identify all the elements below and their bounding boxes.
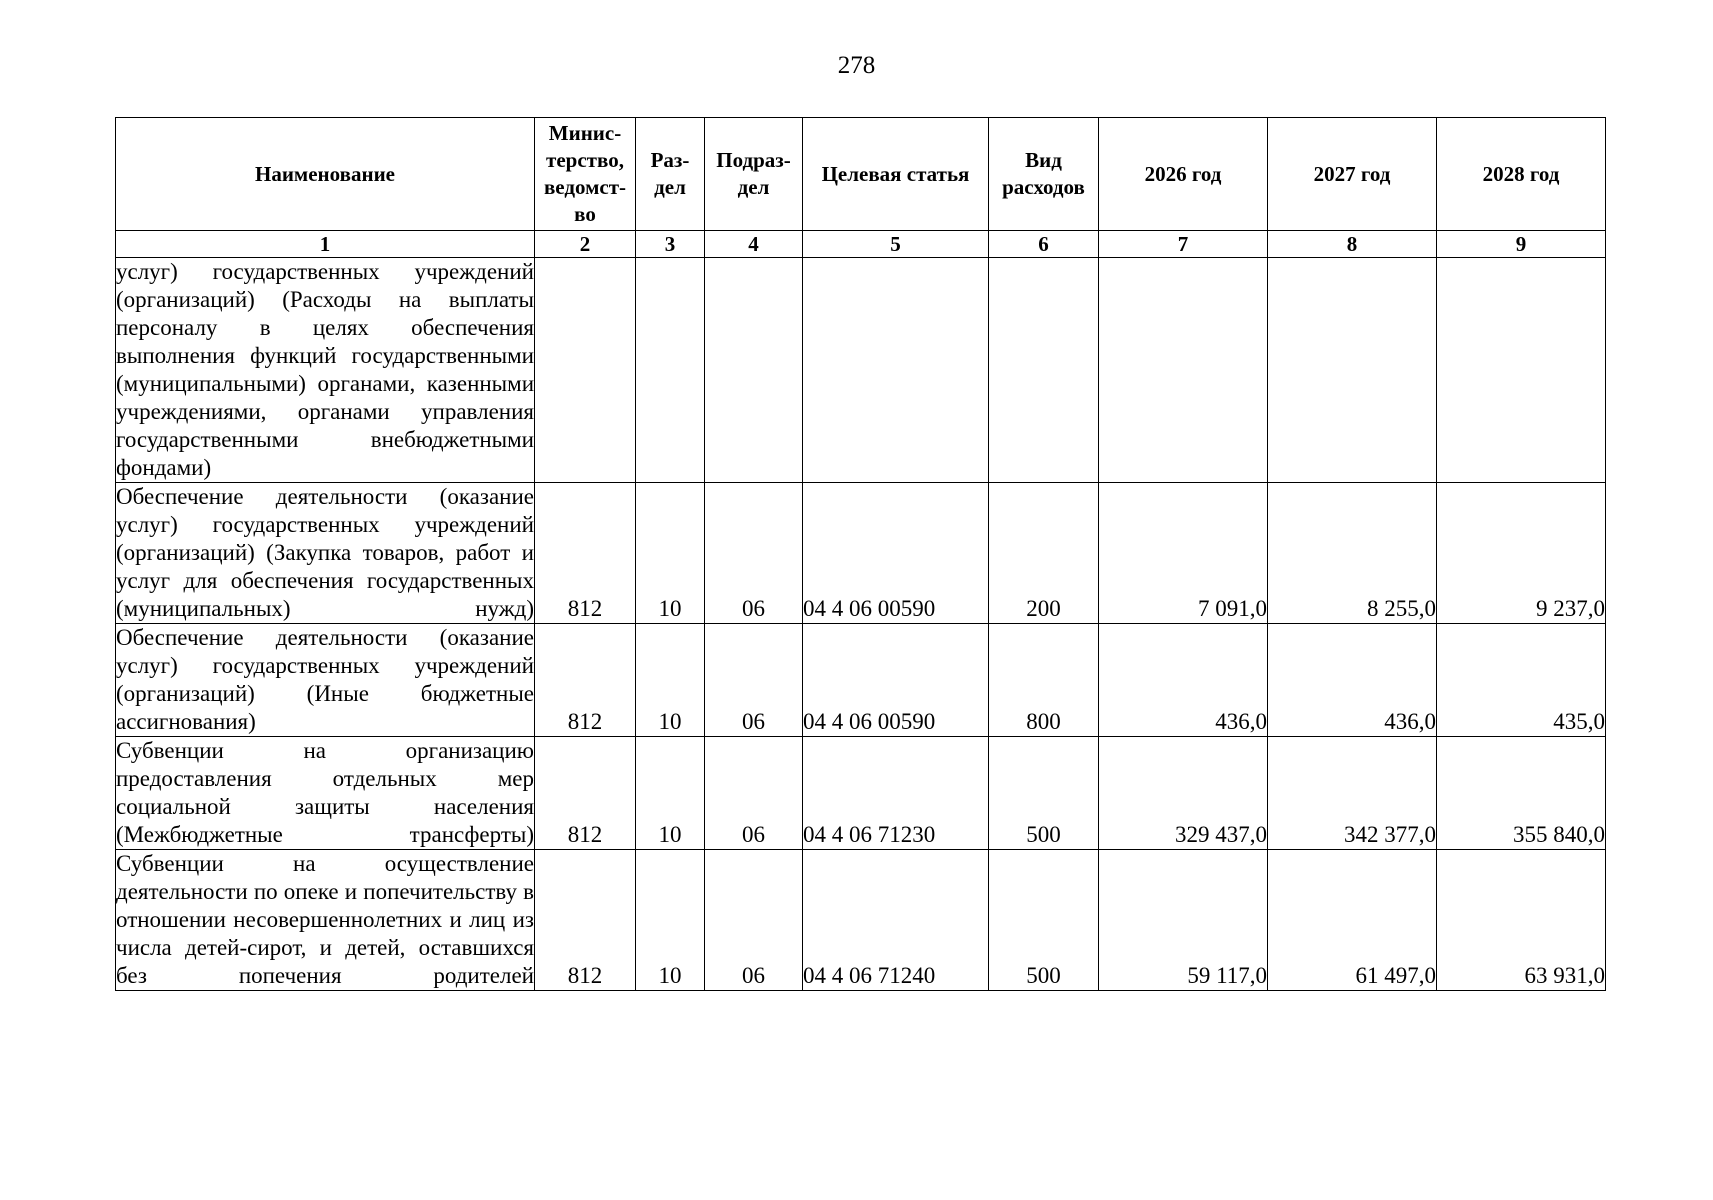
table-row [116,624,1606,737]
row-name: Обеспечение деятельности (оказание услуг) государственных учреждений (организаций) (Иные бюджетные ассигнования) [116,624,535,737]
column-number: 2 [535,231,636,258]
table-row [116,850,1606,991]
row-target-article: 04 4 06 00590 [803,624,989,737]
header-name: Наименование [116,118,535,231]
row-expense-kind [989,258,1099,483]
column-number: 7 [1099,231,1268,258]
row-2027: 61 497,0 [1268,850,1437,991]
row-section: 10 [636,850,705,991]
row-subsection: 06 [705,483,803,624]
header-2026: 2026 год [1099,118,1268,231]
header-row [116,118,1606,231]
table-row [116,483,1606,624]
row-2027: 436,0 [1268,624,1437,737]
row-name: Субвенции на осуществление деятельности по опеке и попечительству в отношении несовершеннолетних и лиц из числа детей-сирот, и детей, оставшихся без попечения родителей [116,850,535,991]
row-subsection: 06 [705,624,803,737]
row-name: услуг) государственных учреждений (организаций) (Расходы на выплаты персоналу в целях обеспечения выполнения функций государственными (муниципальными) органами, казенными учреждениями, органами управления государственными внебюджетными фондами) [116,258,535,483]
column-number-row [116,231,1606,258]
row-subsection [705,258,803,483]
row-2027 [1268,258,1437,483]
row-name: Обеспечение деятельности (оказание услуг) государственных учреждений (организаций) (Закупка товаров, работ и услуг для обеспечения государственных (муниципальных) нужд) [116,483,535,624]
row-ministry [535,258,636,483]
row-expense-kind: 800 [989,624,1099,737]
table-row [116,737,1606,850]
header-2027: 2027 год [1268,118,1437,231]
row-2028: 9 237,0 [1437,483,1606,624]
row-2028: 63 931,0 [1437,850,1606,991]
row-expense-kind: 500 [989,850,1099,991]
header-subsection: Подраз-дел [705,118,803,231]
row-target-article [803,258,989,483]
header-expense-kind: Вид расходов [989,118,1099,231]
row-target-article: 04 4 06 00590 [803,483,989,624]
header-2028: 2028 год [1437,118,1606,231]
row-2026: 7 091,0 [1099,483,1268,624]
header-section: Раз-дел [636,118,705,231]
row-2028: 435,0 [1437,624,1606,737]
row-2026: 59 117,0 [1099,850,1268,991]
row-subsection: 06 [705,737,803,850]
row-section: 10 [636,483,705,624]
row-ministry: 812 [535,737,636,850]
row-2026: 436,0 [1099,624,1268,737]
row-target-article: 04 4 06 71240 [803,850,989,991]
row-expense-kind: 500 [989,737,1099,850]
budget-table [115,117,1606,991]
row-name: Субвенции на организацию предоставления отдельных мер социальной защиты населения (Межбюджетные трансферты) [116,737,535,850]
column-number: 5 [803,231,989,258]
column-number: 1 [116,231,535,258]
row-2027: 342 377,0 [1268,737,1437,850]
column-number: 6 [989,231,1099,258]
row-2026: 329 437,0 [1099,737,1268,850]
row-2028: 355 840,0 [1437,737,1606,850]
row-ministry: 812 [535,483,636,624]
column-number: 9 [1437,231,1606,258]
row-2026 [1099,258,1268,483]
row-section: 10 [636,737,705,850]
page-number: 278 [837,52,876,79]
column-number: 3 [636,231,705,258]
row-subsection: 06 [705,850,803,991]
row-target-article: 04 4 06 71230 [803,737,989,850]
header-target-article: Целевая статья [803,118,989,231]
row-2028 [1437,258,1606,483]
header-ministry: Минис-терство, ведомст-во [535,118,636,231]
row-section [636,258,705,483]
table-row [116,258,1606,483]
row-expense-kind: 200 [989,483,1099,624]
column-number: 4 [705,231,803,258]
row-ministry: 812 [535,850,636,991]
row-ministry: 812 [535,624,636,737]
column-number: 8 [1268,231,1437,258]
row-section: 10 [636,624,705,737]
row-2027: 8 255,0 [1268,483,1437,624]
